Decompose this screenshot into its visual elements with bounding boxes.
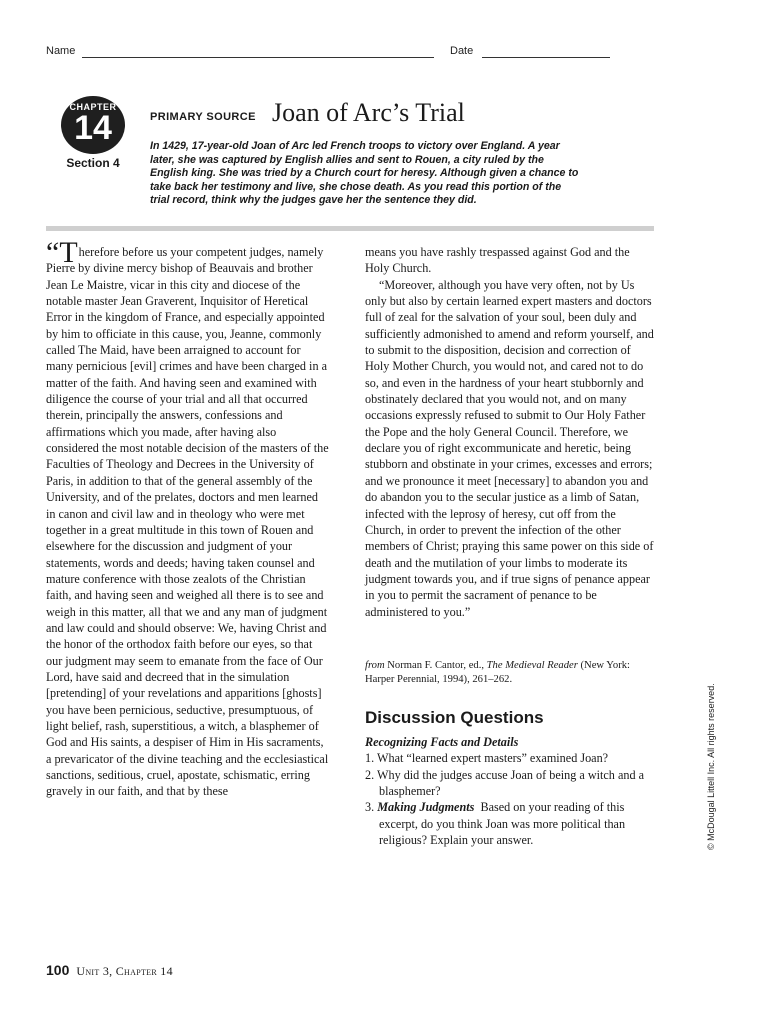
copyright-notice: © McDougal Littell Inc. All rights reserved. <box>706 683 716 850</box>
paragraph-1-text: herefore before us your competent judges, namely Pierre by divine mercy bishop of Beauvais and brother Jean Le Maistre, vicar in this city and diocese of the notable master Jean Graverent, Inquisitor of Heretical Error in the kingdom of France, and especially appointed by him to officiate in this cause, you, Jeanne, commonly called The Maid, have been arraigned to account for many pernicious [evil] crimes and have been charged in a matter of the faith. And having seen and examined with diligence the course of your trial and all that occurred therein, principally the answers, confessions and affirmations which you made, after having also considered the most notable decision of the masters of the Faculties of Theology and Decrees in the University of Paris, in addition to that of the general assembly of the University, and of the prelates, doctors and men learned in canon and civil law and in theology who were met together in a great multitude in this town of Rouen and elsewhere for the discussion and judgment of your statements, words and deeds; having taken counsel and mature conference with those zealots of the Christian faith, and having seen and weighed all there is to see and weigh in this matter, all that we and any man of judgment and law could and should observe: We, having Christ and the honor of the orthodox faith before our eyes, so that our judgment may seem to emanate from the face of Our Lord, have said and decreed that in the simulation [pretending] of your revelations and apparitions [ghosts] you have been pernicious, seductive, presumptuous, of light belief, rash, superstitious, a witch, a blasphemer of God and His saints, a despiser of Him in His sacraments, a prevaricator of the divine teaching and the ecclesiastical sanctions, seditious, cruel, apostate, schismatic, erring gravely in our faith, and that by these <box>46 245 329 799</box>
left-column <box>46 236 330 800</box>
question-3-number: 3. <box>365 800 375 815</box>
date-label: Date <box>450 45 474 57</box>
question-3-text: Based on your reading of this excerpt, do you think Joan was more political than religious? Explain your answer. <box>379 800 626 848</box>
drop-cap: T <box>59 236 78 269</box>
question-1: 1. What “learned expert masters” examined Joan? <box>365 751 609 766</box>
paragraph-2: “Moreover, although you have very often, not by Us only but also by certain learned expert masters and doctors full of zeal for the salvation of your soul, been duly and sufficiently admonished to amend and reform yourself, and to submit to the disposition, decision and correction of Holy Mother Church, you would not, and cared not to do so, and even in the hardness of your heart stubbornly and obstinately declared that you would not, and on many occasions expressly refused to submit to Our Holy Father the Pope and the holy General Council. Therefore, we declare you of right excommunicate and heretic, being stubborn and obstinate in your crimes, excesses and errors; and we pronounce it meet [necessary] to abandon you and do abandon you to the secular justice as a limb of Satan, infected with the leprosy of heresy, cut off from the Church, in order to prevent the infection of the other members of Christ; praying this same power on this side of death and the mutilation of your limbs to moderate its judgment towards you, and if true signs of penance appear in you to permit the sacrament of penance to be administered to you.” <box>365 277 654 619</box>
discussion-subhead: Recognizing Facts and Details <box>365 735 519 749</box>
drop-quote: “ <box>46 236 60 269</box>
name-line[interactable] <box>82 57 434 58</box>
citation-book: The Medieval Reader <box>486 660 578 671</box>
question-3 <box>365 799 660 848</box>
paragraph-1-continued: means you have rashly trespassed against God and the Holy Church. <box>365 245 630 276</box>
question-2: 2. Why did the judges accuse Joan of being a witch and a blasphemer? <box>365 767 644 799</box>
discussion-title: Discussion Questions <box>365 708 544 727</box>
paragraph-1 <box>46 236 330 800</box>
section-label: Section 4 <box>66 156 120 170</box>
chapter-number: 14 <box>74 109 112 147</box>
divider-bar <box>46 226 654 231</box>
page-footer <box>46 962 173 979</box>
name-label: Name <box>46 45 76 57</box>
citation <box>365 659 655 687</box>
citation-author: Norman F. Cantor, ed., <box>387 660 484 671</box>
page-number: 100 <box>46 962 70 978</box>
citation-publisher: (New York: Harper Perennial, 1994), 261–262. <box>365 660 630 685</box>
primary-source-label: PRIMARY SOURCE <box>150 111 256 123</box>
page-title: Joan of Arc’s Trial <box>272 98 465 127</box>
question-3-label: Making Judgments <box>377 800 475 815</box>
unit-chapter-label: Unit 3, Chapter 14 <box>76 964 173 978</box>
intro-text: In 1429, 17-year-old Joan of Arc led French troops to victory over England. A year later, she was captured by English allies and sent to Rouen, a city ruled by the English king. She was tried by a Church court for heresy. Although given a chance to take back her testimony and live, she chose death. As you read this portion of the trial record, think why the judges gave her the sentence they did. <box>150 140 579 207</box>
right-column <box>365 244 655 620</box>
discussion-questions <box>365 734 660 848</box>
chapter-badge <box>61 96 125 154</box>
chapter-label: CHAPTER <box>69 102 117 112</box>
citation-from: from <box>365 660 385 671</box>
date-line[interactable] <box>482 57 610 58</box>
